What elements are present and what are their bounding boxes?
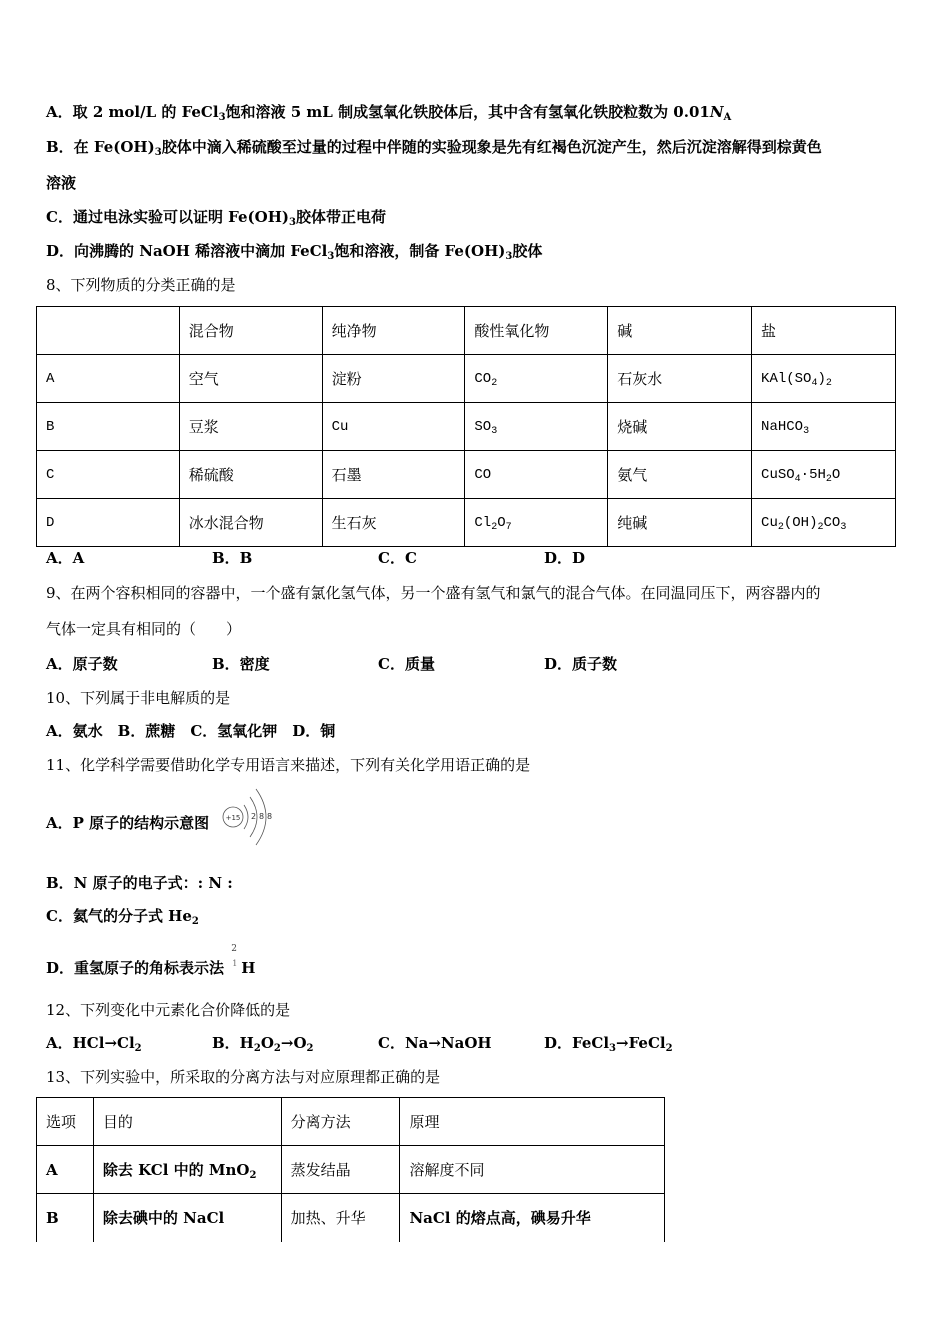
q9-stem-line2: 气体一定具有相同的（ ） bbox=[46, 620, 242, 638]
q12-option-b: B．$H_2O_2\to O_2$ bbox=[212, 1034, 314, 1054]
q7-option-b-continued: 溶液 bbox=[46, 174, 77, 192]
table-cell: 除去 KCl 中的 MnO$_2$ bbox=[93, 1146, 281, 1194]
q8-classification-table bbox=[36, 306, 896, 547]
q13-separation-table bbox=[36, 1097, 665, 1242]
table-cell: 加热、升华 bbox=[281, 1194, 400, 1242]
table-header-cell: 选项 bbox=[37, 1098, 94, 1146]
q12-option-c: C．Na→NaOH bbox=[378, 1034, 492, 1052]
q7-option-d: D．向沸腾的 NaOH 稀溶液中滴加 FeCl$_3$饱和溶液，制备 $Fe(OH)_3$胶体 bbox=[46, 242, 543, 262]
table-header-cell: 分离方法 bbox=[281, 1098, 400, 1146]
shell-electron-count: 8 bbox=[267, 812, 273, 821]
table-header-row bbox=[37, 307, 896, 355]
table-cell: $SO_3$ bbox=[465, 403, 608, 451]
q7-option-b: B．在 $Fe(OH)_3$胶体中滴入稀硫酸至过量的过程中伴随的实验现象是先有红褐色沉淀产生，然后沉淀溶解得到棕黄色 bbox=[46, 138, 822, 158]
row-label: B bbox=[37, 1194, 94, 1242]
q9-options bbox=[46, 654, 617, 674]
q9-option: A．原子数 bbox=[46, 655, 118, 673]
table-cell: 烧碱 bbox=[608, 403, 752, 451]
q12-option-d: D．FeCl$_3$→FeCl$_2$ bbox=[544, 1034, 673, 1054]
table-cell: 生石灰 bbox=[322, 499, 465, 547]
table-header-cell: 盐 bbox=[752, 307, 896, 355]
table-row bbox=[37, 403, 896, 451]
table-cell: $Cl_2O_7$ bbox=[465, 499, 608, 547]
q9-option: D．质子数 bbox=[544, 655, 618, 673]
table-cell: 冰水混合物 bbox=[179, 499, 322, 547]
q8-option: A．A bbox=[46, 549, 85, 567]
table-cell: $Cu_2(OH)_2CO_3$ bbox=[752, 499, 896, 547]
table-cell: 除去碘中的 NaCl bbox=[93, 1194, 281, 1242]
table-cell: $CuSO_4\cdot 5H_2O$ bbox=[752, 451, 896, 499]
q12-stem: 12、下列变化中元素化合价降低的是 bbox=[46, 1001, 291, 1019]
table-header-cell: 碱 bbox=[608, 307, 752, 355]
table-cell: 氨气 bbox=[608, 451, 752, 499]
shell-electron-count: 2 bbox=[251, 812, 257, 821]
table-header-cell: 原理 bbox=[400, 1098, 665, 1146]
table-cell: 豆浆 bbox=[179, 403, 322, 451]
nucleus-charge: +15 bbox=[225, 814, 241, 822]
q11-option-c: C．氦气的分子式 $He_2$ bbox=[46, 907, 199, 927]
q11-stem: 11、化学科学需要借助化学专用语言来描述，下列有关化学用语正确的是 bbox=[46, 756, 531, 774]
q7-option-c: C．通过电泳实验可以证明 $Fe(OH)_3$胶体带正电荷 bbox=[46, 208, 386, 228]
mass-number: 2 bbox=[231, 944, 237, 954]
row-label: D bbox=[37, 499, 180, 547]
q8-stem: 8、下列物质的分类正确的是 bbox=[46, 276, 236, 294]
table-cell: 稀硫酸 bbox=[179, 451, 322, 499]
table-cell: NaCl 的熔点高，碘易升华 bbox=[400, 1194, 665, 1242]
row-label: A bbox=[37, 355, 180, 403]
q7-option-a: A．取 2 mol/L 的 FeCl$_3$饱和溶液 5 mL 制成氢氧化铁胶体后，其中含有氢氧化铁胶粒数为 $0.01N_A$ bbox=[46, 103, 732, 123]
q8-option: C．C bbox=[378, 549, 417, 567]
table-cell: $KAl(SO_4)_2$ bbox=[752, 355, 896, 403]
q8-option: B．B bbox=[212, 549, 253, 567]
q9-option: B．密度 bbox=[212, 655, 270, 673]
shell-electron-count: 8 bbox=[259, 812, 265, 821]
q9-stem-line1: 9、在两个容积相同的容器中，一个盛有氯化氢气体，另一个盛有氢气和氯气的混合气体。在同温同压下，两容器内的 bbox=[46, 584, 821, 602]
table-cell: 溶解度不同 bbox=[400, 1146, 665, 1194]
table-header-cell bbox=[37, 307, 180, 355]
p-atom-structure-diagram bbox=[220, 783, 280, 847]
atomic-number: 1 bbox=[232, 959, 238, 968]
table-cell: 蒸发结晶 bbox=[281, 1146, 400, 1194]
table-cell: 石墨 bbox=[322, 451, 465, 499]
q13-stem: 13、下列实验中，所采取的分离方法与对应原理都正确的是 bbox=[46, 1068, 441, 1086]
table-cell: 石灰水 bbox=[608, 355, 752, 403]
table-row bbox=[37, 1194, 665, 1242]
q11-option-d: D．重氢原子的角标表示法 2 1 H bbox=[46, 953, 255, 978]
q11-option-a: A．P 原子的结构示意图 bbox=[46, 814, 210, 832]
q10-stem: 10、下列属于非电解质的是 bbox=[46, 689, 231, 707]
table-cell: 纯碱 bbox=[608, 499, 752, 547]
isotope-notation bbox=[229, 944, 241, 973]
q11-option-b: B．N 原子的电子式：: N : bbox=[46, 874, 233, 892]
row-label: C bbox=[37, 451, 180, 499]
table-row bbox=[37, 451, 896, 499]
q9-option: C．质量 bbox=[378, 655, 435, 673]
row-label: A bbox=[37, 1146, 94, 1194]
q8-option: D．D bbox=[544, 549, 586, 567]
q12-option-a: A．$HCl\to Cl_2$ bbox=[46, 1034, 142, 1054]
electron-shell-arc bbox=[244, 805, 248, 829]
table-row bbox=[37, 355, 896, 403]
table-header-cell: 混合物 bbox=[179, 307, 322, 355]
table-cell: CO bbox=[465, 451, 608, 499]
table-cell: 淀粉 bbox=[322, 355, 465, 403]
table-cell: Cu bbox=[322, 403, 465, 451]
table-header-cell: 目的 bbox=[93, 1098, 281, 1146]
table-cell: 空气 bbox=[179, 355, 322, 403]
table-header-cell: 酸性氧化物 bbox=[465, 307, 608, 355]
table-cell: NaHCO$_3$ bbox=[752, 403, 896, 451]
table-header-row bbox=[37, 1098, 665, 1146]
table-row bbox=[37, 1146, 665, 1194]
table-cell: $CO_2$ bbox=[465, 355, 608, 403]
row-label: B bbox=[37, 403, 180, 451]
table-row bbox=[37, 499, 896, 547]
q12-options bbox=[46, 1033, 673, 1053]
table-header-cell: 纯净物 bbox=[322, 307, 465, 355]
q10-options: A．氨水 B．蔗糖 C．氢氧化钾 D．铜 bbox=[46, 722, 336, 740]
q8-options bbox=[46, 548, 585, 568]
